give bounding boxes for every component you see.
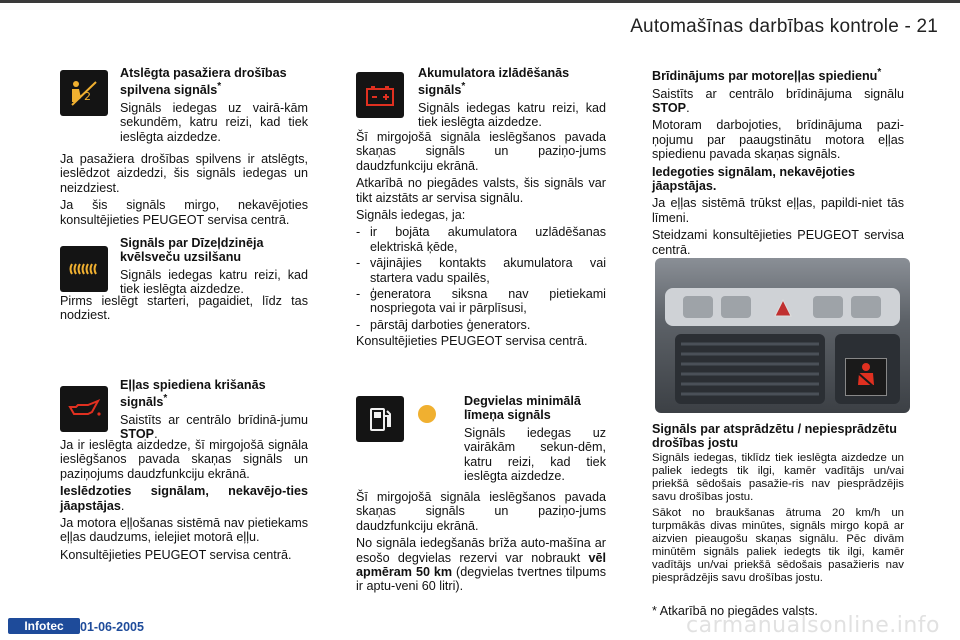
glow-plug-glyph [66,254,102,284]
seatbelt-heading: Signāls par atsprādzētu / nepiesprādzētu drošības jostu [652,422,897,451]
svg-text:2: 2 [84,90,91,103]
page-title: Automašīnas darbības kontrole - 21 [630,16,938,37]
oil-text-4: Ja motora eļļošanas sistēmā nav pietiekams eļļas daudzums, ielejiet motorā eļļu. [60,516,308,545]
battery-glyph [362,80,398,110]
battery-text-1: Signāls iedegas katru reizi, kad tiek ieslēgta aizdedze. [418,101,606,130]
glow-text-1: Signāls iedegas katru reizi, kad tiek ieslēgta aizdedze. [120,267,308,297]
fuel-text-1: Signāls iedegas uz vairākām sekun-dēm, katru reizi, kad tiek ieslēgta aizdedze. [464,425,606,484]
oil-section-body [60,438,308,565]
airbag-heading: Atslēgta pasažiera drošības spilvena signāls* [120,66,287,98]
airbag-off-glyph [66,78,102,108]
oil-pressure-stop-heading: Iedegoties signālam, nekavējoties jāapstājas. [652,164,855,194]
battery-text-2: Šī mirgojošā signāla ieslēgšanos pavada skaņas signāls un paziņo-jums daudzfunkciju ekrānā. [356,130,606,173]
battery-text-3: Atkarībā no piegādes valsts, šis signāls var tikt aizstāts ar servisa signālu. [356,176,606,205]
seatbelt-glyph [846,359,886,395]
oil-section [120,378,308,445]
dashboard-console-photo [655,258,910,413]
fuel-section-body [356,490,606,597]
oil-pressure-text-1: Saistīts ar centrālo brīdinājuma signālu STOP. [652,86,904,115]
list-item: - ģeneratora siksna nav pietiekami nospriegota vai ir pārplīsusi, [356,287,606,316]
battery-text-5: Konsultējieties PEUGEOT servisa centrā. [356,334,588,349]
seatbelt-icon [845,358,887,396]
seatbelt-section-body [652,452,904,588]
glow-section [120,236,308,300]
battery-cause-list [356,225,606,332]
airbag-section-body [60,152,308,230]
oil-text-2: Ja ir ieslēgta aizdedze, šī mirgojošā signāla ieslēgšanos pavada skaņas signāls un paziņojums daudzfunkciju ekrānā. [60,438,308,481]
battery-icon [356,72,404,118]
fuel-pump-icon [356,396,404,442]
oil-can-glyph [66,394,102,424]
glow-text-2: Pirms ieslēgt starteri, pagaidiet, līdz tas nodziest. [60,294,308,323]
glow-heading: Signāls par Dīzeļdzinēja kvēlsveču uzsilšanu [120,236,264,265]
fuel-text-2: Šī mirgojošā signāla ieslēgšanos pavada skaņas signāls un paziņo-jums daudzfunkciju ekrānā. [356,490,606,533]
fuel-heading: Degvielas minimālā līmeņa signāls [464,394,581,423]
oil-can-icon [60,386,108,432]
seatbelt-text-1: Signāls iedegas, tiklīdz tiek ieslēgta aizdedze un paliek iedegts tik ilgi, kamēr vadītājs un/vai priekšā sēdošais pasažie-ris nav piesprādzējis savu drošības jostu. [652,452,904,503]
oil-text-3: Ieslēdzoties signālam, nekavējo-ties jāapstājas. [60,484,308,513]
seatbelt-section [652,422,904,454]
airbag-text-2: Ja pasažiera drošības spilvens ir atslēgts, ieslēdzot aizdedzi, šis signāls iedegas un neizdziest. [60,152,308,195]
oil-pressure-text-2: Motoram darbojoties, brīdinājuma pazi-ņojumu par paaugstinātu motora eļļas spiedienu pavada skaņas signāls. [652,118,904,162]
fuel-warning-dot-icon [418,405,436,423]
oil-pressure-text-4: Ja eļļas sistēmā trūkst eļļas, papildi-niet tās līmeni. [652,196,904,225]
seatbelt-text-2: Sākot no braukšanas ātruma 20 km/h un turpmākās divas minūtes, signāls mirgo kopā ar aizvien pieaugošu skaņas signālu. Pēc divām minūtēm signāls paliek iedegts tik ilgi, kamēr vadītājs un/vai priekšā sēdošais pasažieris nav piesprādzējis savu drošības jostu. [652,507,904,584]
list-item: - pārstāj darboties ģenerators. [356,318,606,332]
airbag-off-icon [60,70,108,116]
airbag-text-3: Ja šis signāls mirgo, nekavējoties konsultējieties PEUGEOT servisa centrā. [60,198,308,227]
battery-section-body [356,130,606,352]
battery-text-4: Signāls iedegas, ja: [356,208,466,223]
oil-pressure-section [652,66,904,260]
fuel-text-3: No signāla iedegšanās brīža auto-mašīna ar esošo degvielas rezervi var nobraukt vēl apmēram 50 km (degvielas tvertnes tilpums ir aptu-veni 60 litri). [356,536,606,594]
fuel-pump-glyph [362,404,398,434]
battery-section [418,66,606,133]
airbag-section [120,66,308,147]
infotec-badge: Infotec [8,618,80,634]
oil-text-5: Konsultējieties PEUGEOT servisa centrā. [60,547,292,562]
list-item: - vājinājies kontakts akumulatora vai startera vadu spailēs, [356,256,606,285]
glow-section-body [60,294,308,326]
footnote: * Atkarībā no piegādes valsts. [652,604,818,618]
oil-pressure-heading: Brīdinājums par motoreļļas spiedienu* [652,67,882,84]
header-line [0,0,960,3]
battery-heading: Akumulatora izlādēšanās signāls* [418,66,570,98]
oil-text-1: Saistīts ar centrālo brīdinā-jumu STOP. [120,413,308,442]
watermark: carmanualsonline.info [686,613,940,638]
airbag-text-1: Signāls iedegas uz vairā-kām sekundēm, katru reizi, kad tiek ieslēgta aizdedze. [120,101,308,144]
glow-plug-icon [60,246,108,292]
oil-pressure-text-5: Steidzami konsultējieties PEUGEOT servisa centrā. [652,228,904,257]
oil-heading: Eļļas spiediena krišanās signāls* [120,378,266,410]
fuel-section [464,394,606,486]
footer-date: 01-06-2005 [80,620,144,634]
list-item: - ir bojāta akumulatora uzlādēšanas elektriskā ķēde, [356,225,606,254]
